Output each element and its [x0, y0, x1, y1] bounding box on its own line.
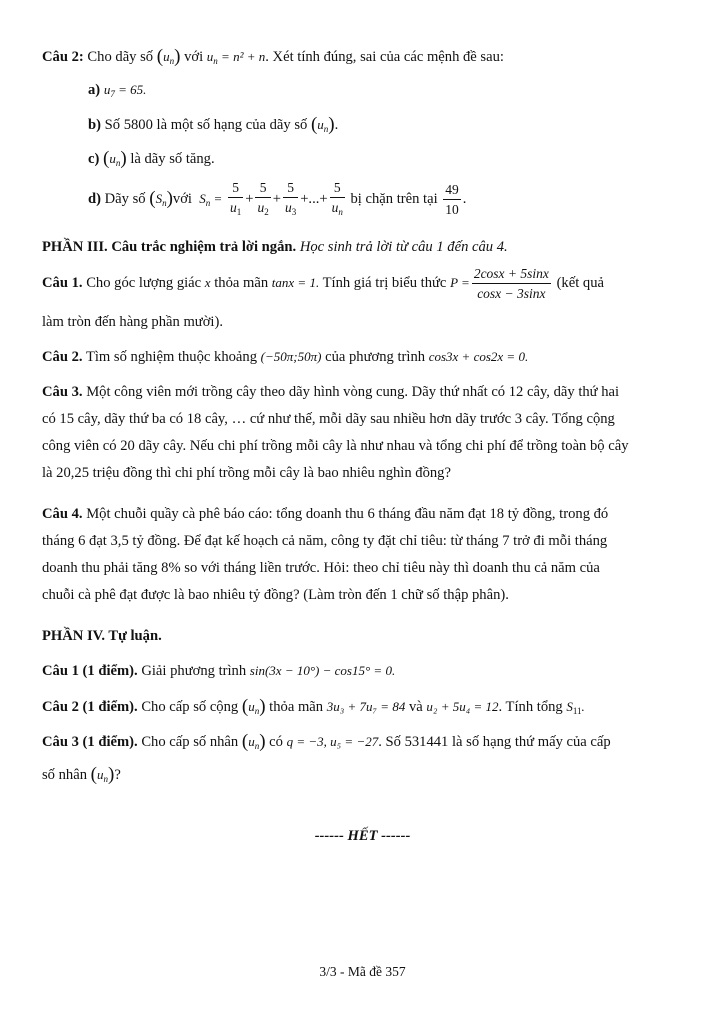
part3-heading: PHẦN III. Câu trắc nghiệm trả lời ngắn. Học sinh trả lời từ câu 1 đến câu 4.	[42, 239, 508, 255]
p3-q4-l1: Câu 4. Một chuỗi quầy cà phê báo cáo: tổng doanh thu 6 tháng đầu năm đạt 18 tỷ đồng, trong đó	[42, 506, 609, 522]
d-frac-2: $\frac{5}{u_2}$	[257, 179, 269, 217]
p3-q4-l4: chuỗi cà phê đạt được là bao nhiêu tỷ đồng? (Làm tròn đến 1 chữ số thập phân).	[42, 587, 509, 603]
d-frac-3: $\frac{5}{u_3}$	[284, 179, 297, 217]
p4-q3: Câu 3 (1 điểm). Cho cấp số nhân $(u_n)$ có q = −3, u₅ = −27. Số 531441 là số hạng thứ mấy của cấp	[42, 731, 611, 752]
q2-option-d: d) Dãy số $(S_n)với$ $S_n$ = $\frac{5}{u_1}$ + $\frac{5}{u_2}$ + $\frac{5}{u_3}$ +...+ $\frac{5}{u_n}$ bị chặn trên tại $\frac{49}{10}$ .	[88, 176, 685, 225]
q2-stem: Câu 2: Cho dãy số $(u_n)$ với $u_n = n^2 + n$. Xét tính đúng, sai của các mệnh đề sau:	[42, 46, 504, 67]
d-frac-1: $\frac{5}{u_1}$	[229, 179, 242, 217]
q2-formula: $u_n = n^2 + n$	[206, 49, 266, 66]
d-bound-frac: $\frac{49}{10}$	[445, 182, 459, 218]
p3-q3-l2: có 15 cây, dãy thứ ba có 18 cây, … cứ như thế, mỗi dãy sau nhiều hơn dãy trước 3 cây. Tổng cộng	[42, 411, 615, 427]
q2-option-b: b) Số 5800 là một số hạng của dãy số $(u_n)$.	[88, 114, 339, 135]
q2-option-c: c) $(u_n)$ là dãy số tăng.	[88, 148, 215, 169]
part4-heading: PHẦN IV. Tự luận.	[42, 628, 162, 644]
p3-q4-l3: doanh thu phải tăng 8% so với tháng liền trước. Hỏi: theo chỉ tiêu này thì doanh thu cả năm của	[42, 560, 600, 576]
p3-q4-l2: tháng 6 đạt 3,5 tỷ đồng. Để đạt kế hoạch cả năm, công ty đặt chỉ tiêu: từ tháng 7 trở đi mỗi tháng	[42, 533, 608, 549]
q2-label: Câu 2:	[42, 49, 84, 65]
p3-q1: Câu 1. Cho góc lượng giác x thỏa mãn tanx = 1. Tính giá trị biểu thức P = $\frac{2\cos x + 5\sin x}{\cos x - 3\sin x}$ (kết quả	[42, 266, 604, 302]
p4-q3-cont: số nhân $(u_n)$?	[42, 764, 121, 785]
d-frac-n: $\frac{5}{u_n}$	[331, 179, 343, 217]
q2-option-a: a) $u_7 = 65$.	[88, 82, 147, 99]
p3-q2: Câu 2. Tìm số nghiệm thuộc khoảng (−50π;50π) của phương trình cos3x + cos2x = 0.	[42, 349, 529, 365]
p3-q3-l3: công viên có 20 dãy cây. Nếu chi phí trồng mỗi cây là như nhau và tổng chi phí để trồng toàn bộ cây	[42, 438, 629, 454]
end-mark: ------ HẾT ------	[314, 828, 411, 844]
p4-q2: Câu 2 (1 điểm). Cho cấp số cộng $(u_n)$ thỏa mãn 3u₃ + 7u₇ = 84 và u₂ + 5u₄ = 12. Tính tổng $S_{11}$.	[42, 696, 585, 717]
q2-intro: Cho dãy số	[87, 49, 154, 65]
p3-q3-l1: Câu 3. Một công viên mới trồng cây theo dãy hình vòng cung. Dãy thứ nhất có 12 cây, dãy thứ hai	[42, 384, 620, 400]
page-footer: 3/3 - Mã đề 357	[319, 964, 406, 979]
p3-q3-l4: là 20,25 triệu đồng thì chi phí trồng mỗi cây là bao nhiêu nghìn đồng?	[42, 465, 451, 481]
p3-q1-cont: làm tròn đến hàng phần mười).	[42, 314, 223, 330]
p3-q1-fraction: $\frac{2\cos x + 5\sin x}{\cos x - 3\sin x}$	[473, 266, 549, 302]
p4-q1: Câu 1 (1 điểm). Giải phương trình sin(3x − 10°) − cos15° = 0.	[42, 663, 396, 679]
